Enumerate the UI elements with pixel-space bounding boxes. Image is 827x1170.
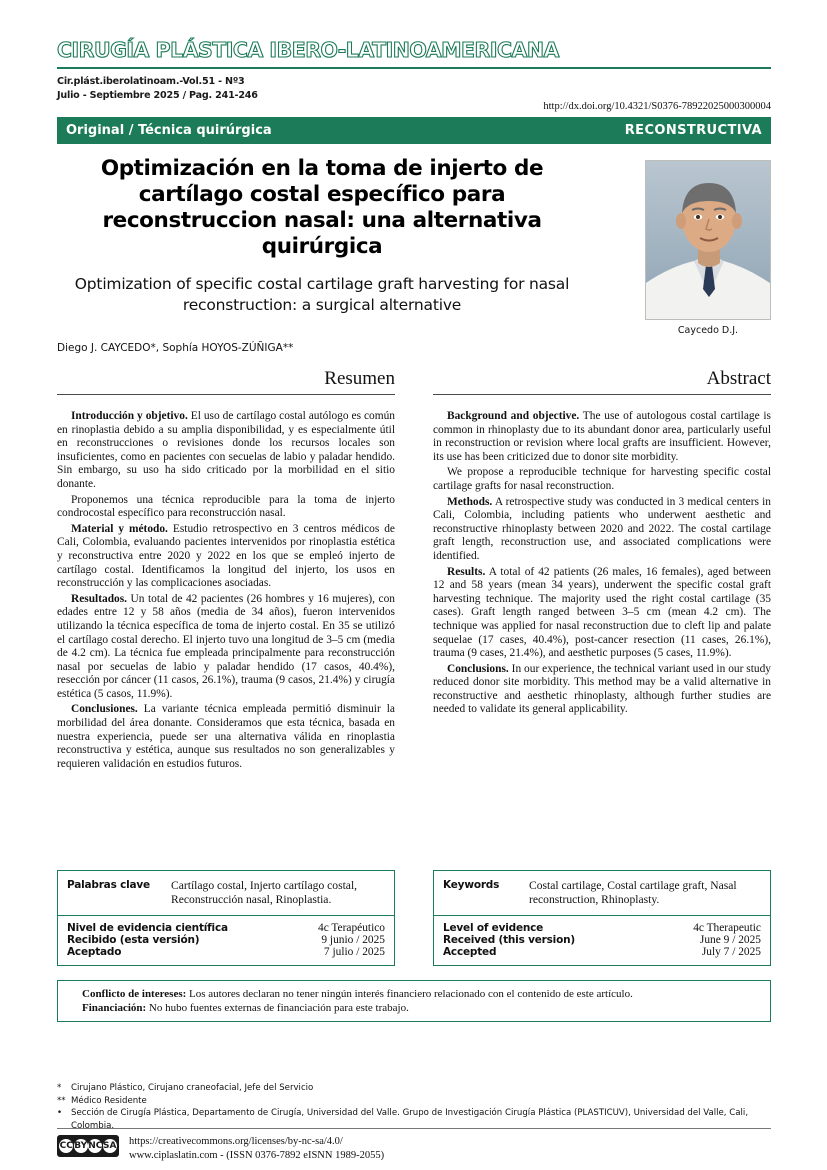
accepted-value: July 7 / 2025 (701, 946, 761, 958)
author-list: Diego J. CAYCEDO*, Sophía HOYOS-ZÚÑIGA** (57, 342, 294, 354)
accepted-row (443, 946, 761, 958)
evidence-level-value: 4c Therapeutic (693, 922, 761, 934)
footnote-text: Médico Residente (71, 1095, 147, 1106)
doi-link[interactable]: http://dx.doi.org/10.4321/S0376-78922025000300004 (543, 101, 771, 112)
title-group (57, 156, 587, 354)
abstract-paragraph: Methods. A retrospective study was conducted in 3 medical centers in Cali, Colombia, including patients who underwent aesthetic and reconstructive rhinoplasty between 2020 and 2022. The costal cartilage graft length, reconstruction use, and associated complications were identified. (433, 495, 771, 562)
footnote-marker: ** (57, 1095, 66, 1106)
resumen-column (57, 410, 395, 771)
keywords-box-divider (434, 915, 770, 916)
received-row (443, 934, 761, 946)
page-title-english: Optimization of specific costal cartilage graft harvesting for nasal reconstruction: a surgical alternative (74, 275, 570, 314)
cc-mark-cc: CC (59, 1141, 73, 1151)
creative-commons-license-icon (57, 1135, 119, 1159)
section-type-label: Original / Técnica quirúrgica (66, 123, 272, 138)
journal-masthead (57, 38, 771, 62)
journal-site-issn[interactable]: www.ciplaslatin.com - (ISSN 0376-7892 eISNN 1989-2055) (129, 1149, 385, 1161)
affiliation-footnotes (57, 1082, 771, 1132)
keywords-box-es (57, 870, 395, 966)
abstract-headings (57, 368, 771, 402)
keywords-label: Keywords (443, 879, 500, 891)
page-title: Optimización en la toma de injerto de cartílago costal específico para reconstruccion nasal: una alternativa quirúrgica (100, 156, 544, 259)
page-footer (57, 1128, 771, 1162)
footnote-text: Cirujano Plástico, Cirujano craneofacial, Jefe del Servicio (71, 1083, 314, 1093)
abstract-paragraph: We propose a reproducible technique for harvesting specific costal cartilage grafts for nasal reconstruction. (433, 466, 771, 492)
abstract-paragraph: Results. A total of 42 patients (26 males, 16 females), aged between 12 and 58 years (mean 34 years), underwent the specific costal graft harvesting technique. The majority used the right costal cartilage (35 cases). Graft length ranged between 3–5 cm (mean 4.2 cm). The technique was applied for nasal reconstruction due to cleft lip and palate sequelae (17 cases, 40.4%), post-cancer resection (11 cases, 26.1%), trauma (9 cases, 21.4%), and aesthetic purposes (5 cases, 11.9%). (433, 565, 771, 660)
footnote-item (57, 1082, 771, 1095)
footnote-text: Sección de Cirugía Plástica, Departamento de Cirugía, Universidad del Valle. Grupo de Investigación Cirugía Plástica (PLASTICUV), Universidad del Valle, Cali, Colombia. (71, 1108, 749, 1131)
resumen-heading: Resumen (324, 368, 395, 389)
evidence-row (443, 922, 761, 934)
received-label: Received (this version) (443, 934, 575, 946)
abstract-column (433, 410, 771, 717)
avatar (645, 160, 771, 320)
abstract-heading: Abstract (706, 368, 771, 389)
portrait-photo-icon (646, 161, 771, 320)
cc-mark-by: BY (74, 1141, 88, 1151)
disclosure-box (57, 980, 771, 1022)
accepted-label: Aceptado (67, 946, 122, 958)
issue-volume: Cir.plást.iberolatinoam.-Vol.51 - Nº3 (57, 76, 245, 87)
page-content (57, 38, 771, 1022)
received-value: 9 junio / 2025 (321, 934, 385, 946)
accepted-row (67, 946, 385, 958)
footnote-marker: • (57, 1108, 63, 1118)
abstract-paragraph: Background and objective. The use of autologous costal cartilage is common in rhinoplasty due to its abundant donor area, particularly useful in reconstruction or revision where local grafts are insufficient. However, its use has been criticized due to donor site morbidity. (433, 410, 771, 463)
accepted-value: 7 julio / 2025 (323, 946, 385, 958)
received-value: June 9 / 2025 (699, 934, 761, 946)
cc-mark-nc: NC (88, 1141, 103, 1151)
resumen-paragraph: Conclusiones. La variante técnica empleada permitió disminuir la morbilidad del área donante. Consideramos que esta técnica, basada en nuestra experiencia, puede ser una alternativa válida en rinoplastia reconstructiva y estética, aunque sus resultados no son generalizables y requieren validación en estudios futuros. (57, 703, 395, 770)
palabras-clave-label: Palabras clave (67, 879, 150, 891)
abstract-heading-rule (433, 394, 771, 395)
footer-links (129, 1135, 384, 1162)
resumen-paragraph: Introducción y objetivo. El uso de cartílago costal autólogo es común en rinoplastia debido a su amplia disponibilidad, y es especialmente útil en reconstrucciones o revisiones donde los recursos locales son insuficientes, como en pacientes con secuelas de labio y paladar hendido. Sin embargo, su uso ha sido criticado por la morbilidad en el sitio donante. (57, 410, 395, 490)
portrait-caption: Caycedo D.J. (677, 325, 739, 336)
keywords-value: Costal cartilage, Costal cartilage graft, Nasal reconstruction, Rhinoplasty. (529, 879, 737, 906)
keywords-row (57, 870, 771, 970)
abstract-columns (57, 410, 771, 862)
evidence-level-label: Nivel de evidencia científica (67, 922, 228, 934)
section-category-label: RECONSTRUCTIVA (624, 123, 762, 138)
license-url[interactable]: https://creativecommons.org/licenses/by-nc-sa/4.0/ (129, 1136, 343, 1147)
accepted-label: Accepted (443, 946, 497, 958)
section-bar (57, 117, 771, 144)
author-portrait-block (645, 160, 771, 336)
evidence-level-value: 4c Terapéutico (318, 922, 385, 934)
resumen-paragraph: Material y método. Estudio retrospectivo en 3 centros médicos de Cali, Colombia, evaluando pacientes intervenidos por rinoplastia estética y reconstructiva entre 2020 y 2022 en los que se empleó injerto de cartílago costal. Identificamos la longitud del injerto, los usos en reconstrucción y las complicaciones asociadas. (57, 522, 395, 590)
keywords-box-en (433, 870, 771, 966)
masthead-rule (57, 67, 771, 69)
evidence-level-label: Level of evidence (443, 922, 544, 934)
evidence-row (67, 922, 385, 934)
journal-masthead-text: CIRUGÍA PLÁSTICA IBERO-LATINOAMERICANA (57, 38, 559, 62)
received-label: Recibido (esta versión) (67, 934, 200, 946)
received-row (67, 934, 385, 946)
cc-mark-sa: SA (103, 1141, 117, 1151)
palabras-clave-value: Cartílago costal, Injerto cartílago costal, Reconstrucción nasal, Rinoplastia. (171, 879, 358, 906)
conflict-of-interest-text: Conflicto de intereses: Los autores declaran no tener ningún interés financiero relacionado con el contenido de este artículo. (82, 988, 633, 1000)
issue-meta-row (57, 75, 771, 112)
issue-dates-pages: Julio - Septiembre 2025 / Pag. 241-246 (57, 90, 258, 101)
footnote-marker: * (57, 1083, 62, 1093)
resumen-paragraph: Resultados. Un total de 42 pacientes (26 hombres y 16 mujeres), con edades entre 12 y 58 años (media de 34 años), fueron intervenidos utilizando la técnica específica de toma de injerto costal. En 35 se utilizó el cartílago costal derecho. El injerto tuvo una longitud de 3–5 cm (media de 4.2 cm). La técnica fue empleada principalmente para reconstrucción nasal por secuelas de labio y paladar hendido (17 casos, 40.4%), resección por cáncer (11 casos, 26.1%), trauma (9 casos, 21.4%) y cirugía estética (5 casos, 11.9%). (57, 592, 395, 700)
title-block (57, 156, 771, 354)
abstract-paragraph: Conclusions. In our experience, the technical variant used in our study reduced donor site morbidity. This method may be a valid alternative in reconstructive and aesthetic rhinoplasty, although further studies are needed to validate its general applicability. (433, 662, 771, 716)
funding-text: Financiación: No hubo fuentes externas de financiación para este trabajo. (82, 1002, 409, 1014)
footnote-item (57, 1095, 771, 1108)
keywords-box-divider (58, 915, 394, 916)
resumen-paragraph: Proponemos una técnica reproducible para la toma de injerto condrocostal específico para reconstrucción nasal. (57, 493, 395, 520)
resumen-heading-rule (57, 394, 395, 395)
